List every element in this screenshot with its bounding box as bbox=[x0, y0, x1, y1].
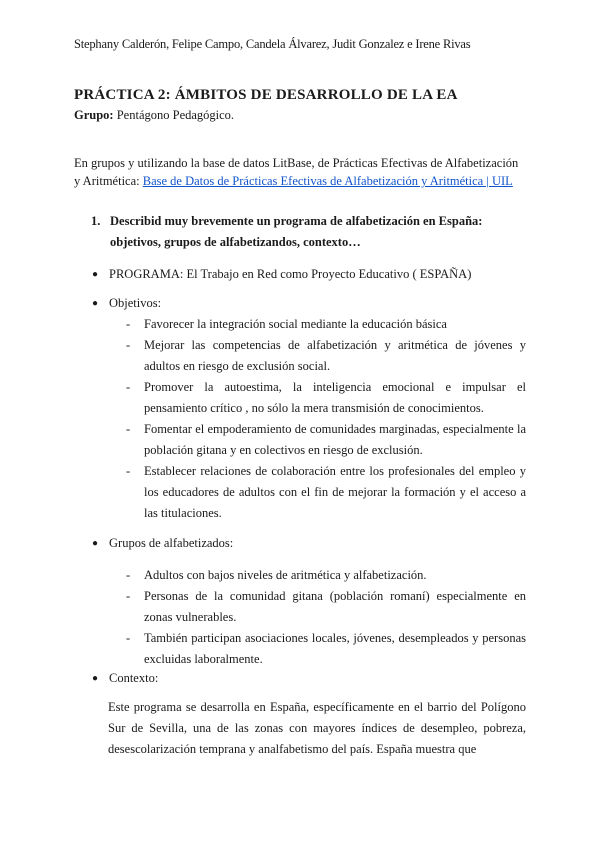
question-number: 1. bbox=[91, 214, 101, 228]
authors-header: Stephany Calderón, Felipe Campo, Candela Álvarez, Judit Gonzalez e Irene Rivas bbox=[74, 37, 471, 51]
grupo-text: Personas de la comunidad gitana (población romaní) especialmente en zonas vulnerables. bbox=[144, 589, 526, 624]
grupo-text: Adultos con bajos niveles de aritmética y alfabetización. bbox=[144, 568, 427, 582]
contexto-paragraph: Este programa se desarrolla en España, específicamente en el barrio del Polígono Sur de Sevilla, una de las zonas con mayores índices de desempleo, pobreza, desescolarización temprana y analfabetismo del país. España muestra que bbox=[108, 700, 526, 756]
group-value: Pentágono Pedagógico. bbox=[113, 108, 235, 122]
objetivo-text: Favorecer la integración social mediante la educación básica bbox=[144, 317, 447, 331]
dash-icon: - bbox=[126, 464, 131, 478]
bullet-programa-text: PROGRAMA: El Trabajo en Red como Proyecto Educativo ( ESPAÑA) bbox=[109, 267, 472, 281]
objetivo-text: Promover la autoestima, la inteligencia emocional e impulsar el pensamiento crítico , no sólo la mera transmisión de conocimientos. bbox=[144, 380, 526, 415]
dash-icon: - bbox=[126, 568, 131, 582]
objetivo-text: Establecer relaciones de colaboración entre los profesionales del empleo y los educadores de adultos con el fin de mejorar la formación y el acceso a las titulaciones. bbox=[144, 464, 526, 520]
dash-icon: - bbox=[126, 317, 131, 331]
dash-icon: - bbox=[126, 589, 131, 603]
grupo-text: También participan asociaciones locales, jóvenes, desempleados y personas excluidas laboralmente. bbox=[144, 631, 526, 666]
litbase-link[interactable]: Base de Datos de Prácticas Efectivas de Alfabetización y Aritmética | UIL bbox=[142, 174, 513, 188]
bullet-icon: ● bbox=[91, 538, 99, 549]
intro-text: En grupos y utilizando la base de datos LitBase, de Prácticas Efectivas de Alfabetización y Aritmética: bbox=[74, 156, 519, 188]
dash-icon: - bbox=[126, 338, 131, 352]
bullet-icon: ● bbox=[91, 673, 99, 684]
objetivo-text: Mejorar las competencias de alfabetización y aritmética de jóvenes y adultos en riesgo de exclusión social. bbox=[144, 338, 526, 373]
dash-icon: - bbox=[126, 422, 131, 436]
bullet-contexto-text: Contexto: bbox=[109, 671, 159, 685]
dash-icon: - bbox=[126, 380, 131, 394]
group-line bbox=[74, 108, 234, 123]
bullet-objetivos-text: Objetivos: bbox=[109, 296, 162, 310]
bullet-icon: ● bbox=[91, 298, 99, 309]
page-title: PRÁCTICA 2: ÁMBITOS DE DESARROLLO DE LA EA bbox=[74, 87, 458, 103]
question-text: Describid muy brevemente un programa de alfabetización en España: objetivos, grupos de alfabetizandos, contexto… bbox=[110, 214, 483, 249]
bullet-grupos-text: Grupos de alfabetizados: bbox=[109, 536, 234, 550]
bullet-icon: ● bbox=[91, 269, 99, 280]
objetivo-text: Fomentar el empoderamiento de comunidades marginadas, especialmente la población gitana y en colectivos en riesgo de exclusión. bbox=[144, 422, 526, 457]
dash-icon: - bbox=[126, 631, 131, 645]
intro-paragraph bbox=[74, 154, 526, 190]
group-label: Grupo: bbox=[74, 108, 114, 122]
